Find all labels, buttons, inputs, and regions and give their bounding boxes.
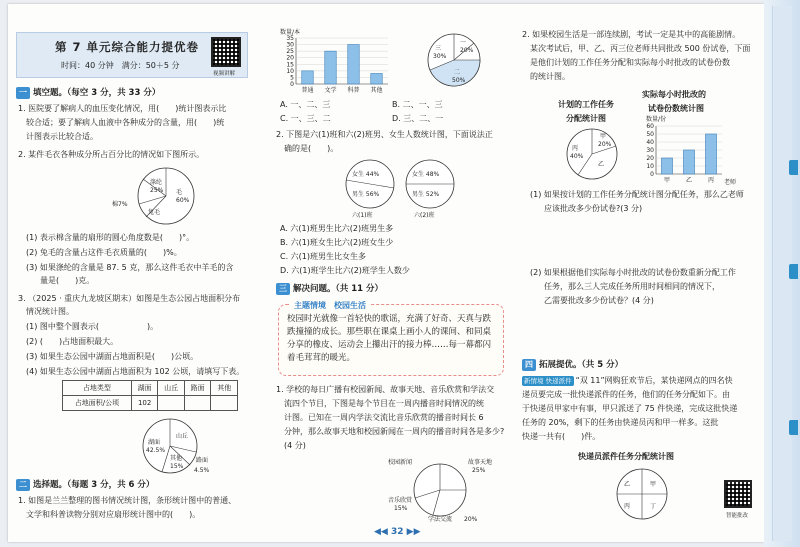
choice2-b[interactable]: B. 六(1)班女生比六(2)班女生少 — [280, 238, 394, 247]
r-q2-line4: 的统计图。 — [530, 72, 570, 81]
table-cell: 路面 — [184, 381, 211, 396]
courier-label-bing: 丙 — [624, 503, 631, 510]
s-q1-line5: (4 分) — [284, 441, 306, 450]
header-banner — [16, 32, 248, 78]
q3-1: (1) 图中整个圆表示( )。 — [26, 322, 159, 331]
park-value-lake: 42.5% — [146, 447, 166, 454]
book-bar-x-tick: 普通 — [301, 87, 314, 94]
plan-label-bing: 丙 — [572, 145, 579, 152]
qr-label-grading: 智能批改 — [726, 513, 749, 519]
choice1-b[interactable]: B. 二、一、三 — [392, 100, 443, 109]
actual-bar-y-tick: 30 — [646, 147, 654, 154]
page-title: 第 7 单元综合能力提优卷 — [55, 40, 200, 54]
q3-3: (3) 如果生态公园中湖面占地面积是( )公顷。 — [26, 352, 199, 361]
courier-label-yi: 乙 — [624, 481, 631, 488]
c-q1-line1: 1. 如图是兰兰整理的图书情况统计图，条形统计图中的普通、 — [18, 496, 237, 505]
park-value-other: 15% — [170, 463, 184, 470]
q2-2: (2) 兔毛的含量占这件毛衣质量的( )%。 — [26, 248, 182, 257]
book-bar-x-tick: 其他 — [370, 87, 383, 94]
courier-label-jia: 甲 — [650, 481, 657, 488]
answer-cell[interactable] — [211, 396, 238, 411]
section-badge-icon: 一 — [16, 87, 30, 99]
actual-bar-bar — [706, 134, 717, 174]
q3-4: (4) 如果生态公园中湖面占地面积为 102 公顷，请填写下表。 — [26, 367, 245, 376]
pie-label-polyester: 涤纶 — [150, 179, 163, 186]
s-q1-line3: 计图。已知在一周内学法交流比音乐欣赏的播音时间长 6 — [284, 413, 484, 422]
actual-bar-ylabel: 数量/份 — [646, 116, 667, 123]
q3-line2: 情况统计图。 — [26, 307, 74, 316]
book-pie-label-2: 二 — [454, 69, 461, 76]
qr-label: 视频讲解 — [213, 71, 236, 77]
answer-cell[interactable] — [184, 396, 211, 411]
edge-tab[interactable] — [789, 264, 798, 279]
book-pie-label-1: 一 — [460, 39, 467, 46]
section-fill-heading — [16, 86, 160, 100]
section-extend-title: 拓展提优。（共 5 分） — [539, 360, 624, 370]
plan-value-bing: 40% — [570, 153, 584, 160]
e-line4: 任务的 20%，剩下的任务由快递员丙和甲一样多。这批 — [522, 418, 719, 427]
radio-label-story: 故事天地 — [468, 459, 493, 466]
q1-line2: 较合适；要了解病人血液中各种成分的含量，用( )统 — [26, 118, 225, 127]
book-bar-y-tick: 15 — [286, 61, 294, 69]
edge-tab[interactable] — [789, 420, 798, 435]
r-q2-line2: 某次考试后，甲、乙、丙三位老师共同批改 500 份试卷，下面 — [530, 44, 751, 53]
book-bar-y-tick: 5 — [290, 74, 294, 82]
actual-bar-y-tick: 60 — [646, 123, 654, 130]
q2-line: 2. 某件毛衣各种成分所占百分比的情况如下图所示。 — [18, 150, 205, 159]
courier-label-ding: 丁 — [650, 503, 657, 510]
radio-pie-chart — [372, 454, 508, 522]
e-line2: 递员要完成一批快递派件的任务，他们的任务分配如下。由 — [522, 390, 730, 399]
park-label-other: 其他 — [170, 455, 183, 462]
qr-code-icon[interactable] — [724, 480, 752, 508]
pie-label-rabbit: 兔毛 — [148, 209, 161, 216]
table-cell: 山丘 — [158, 381, 185, 396]
book-pie-value-20: 20% — [460, 47, 474, 54]
choice1-c[interactable]: C. 一、三、二 — [280, 114, 331, 123]
actual-chart-title1: 实际每小时批改的 — [642, 90, 706, 99]
edge-tab[interactable] — [789, 160, 798, 175]
choice2-d[interactable]: D. 六(1)班学生比六(2)班学生人数少 — [280, 266, 410, 275]
book-bar-y-tick: 35 — [286, 35, 294, 42]
pie-label-cotton: 棉7% — [112, 201, 128, 208]
actual-bar-y-tick: 0 — [650, 171, 654, 178]
column-right — [518, 4, 764, 542]
s-q1-line2: 流四个节目，下图是每个节目在一周内播音时间情况的统 — [284, 399, 484, 408]
c-q1-line2: 文学和科普读物分别对应扇形统计图中的( )。 — [26, 510, 201, 519]
actual-bar-xlabel: 老师 — [724, 179, 737, 186]
courier-pie-chart — [608, 466, 678, 522]
q1-line3: 计图表示比较合适。 — [26, 132, 98, 141]
choice1-a[interactable]: A. 一、二、三 — [280, 100, 331, 109]
book-pie-label-3: 三 — [435, 45, 442, 52]
r-q2-2-line1: (2) 如果根据他们实际每小时批改的试卷份数重新分配工作 — [530, 268, 736, 277]
actual-bar-x-tick: 乙 — [685, 177, 693, 184]
actual-bar-y-tick: 10 — [646, 163, 654, 170]
section-extend-heading — [522, 358, 623, 372]
plan-value-jia: 20% — [598, 141, 612, 148]
q2-3-line2: 量是( )克。 — [40, 276, 95, 285]
actual-bar-chart — [630, 114, 750, 186]
plan-pie-chart — [558, 126, 628, 184]
section-choice-heading — [16, 478, 154, 492]
page-number: ◀◀ 32 ▶▶ — [374, 527, 421, 537]
table-row — [63, 396, 238, 411]
table-row — [63, 381, 238, 396]
column-left — [10, 4, 256, 542]
park-label-hill: 山丘 — [176, 433, 189, 440]
book-pie-value-50: 50% — [452, 77, 466, 84]
radio-label-news: 校园新闻 — [388, 459, 413, 466]
plan-label-jia: 甲 — [600, 133, 607, 140]
plan-chart-title1: 计划的工作任务 — [558, 100, 614, 109]
actual-bar-x-tick: 丙 — [707, 177, 715, 184]
page-number-text: 32 — [390, 527, 404, 537]
section-fill-title: 填空题。（每空 3 分，共 33 分） — [33, 88, 161, 98]
class1-caption: 六(1)班 — [352, 212, 373, 219]
table-cell: 占地面积/公顷 — [63, 396, 132, 411]
r-q2-1-line2: 应该批改多少份试卷?(3 分) — [544, 204, 643, 213]
radio-label-law: 学法交流 — [428, 516, 453, 522]
actual-bar-bar — [684, 150, 695, 174]
page-edge — [764, 0, 800, 547]
class2-boys: 男生 52% — [412, 191, 440, 198]
choice2-c[interactable]: C. 六(1)班男生比女生多 — [280, 252, 367, 261]
scene-text: 校园时光就像一首轻快的歌谣，充满了好奇、天真与跌跌撞撞的成长。那些职在课桌上画小人的课间、和同桌分享的橡皮、运动会上攥出汗的接力棒……每一幕都闪着毛茸茸的暖光。 — [287, 314, 492, 363]
qr-code-icon[interactable] — [211, 37, 241, 67]
section-choice-title: 选择题。（每题 3 分，共 6 分） — [33, 480, 155, 490]
park-value-road: 4.5% — [194, 467, 210, 474]
e-line1-text: “双 11”网购狂欢节后，某快递网点的四名快 — [575, 376, 733, 385]
book-bar-ylabel: 数量/本 — [280, 29, 301, 36]
actual-bar-y-tick: 40 — [646, 139, 654, 146]
actual-bar-x-tick: 甲 — [663, 177, 671, 184]
e-line3: 于快递员甲家中有事，甲只派送了 75 件快递，完成这批快递 — [522, 404, 738, 413]
table-cell: 其他 — [211, 381, 238, 396]
park-pie-chart — [130, 416, 220, 478]
s-q1-line4: 分钟，那么故事天地和校园新闻在一周内的播音时间各是多少? — [284, 427, 505, 436]
book-bar-x-tick: 科普 — [347, 87, 360, 94]
class1-boys: 男生 56% — [352, 191, 380, 198]
class2-girls: 女生 48% — [412, 171, 440, 178]
e-line5: 快递一共有( )件。 — [522, 432, 601, 441]
sweater-pie-chart — [110, 164, 220, 228]
choice2-a[interactable]: A. 六(1)班男生比六(2)班男生多 — [280, 224, 394, 233]
area-table — [62, 380, 238, 411]
table-cell: 湖面 — [131, 381, 158, 396]
book-bar-y-tick: 20 — [286, 54, 294, 62]
answer-cell[interactable] — [158, 396, 185, 411]
section-badge-icon: 四 — [522, 359, 536, 371]
book-bar-y-tick: 10 — [286, 67, 294, 75]
park-label-road: 路面 — [196, 457, 209, 464]
q2-3-line1: (3) 如果涤纶的含量是 87. 5 克，那么这件毛衣中羊毛的含 — [26, 263, 234, 272]
q1-line1: 1. 医院要了解病人的血压变化情况，用( )统计图表示比 — [18, 104, 227, 113]
actual-bar-y-tick: 50 — [646, 131, 654, 138]
book-bar-y-tick: 30 — [286, 41, 294, 49]
column-middle-lower — [272, 4, 510, 542]
e-line1 — [522, 376, 733, 386]
r-q2-2-line2: 任务，那么三人完成任务所用时间相同的情况下， — [544, 282, 720, 291]
radio-value-music: 15% — [394, 505, 408, 512]
radio-value-law: 20% — [464, 516, 478, 522]
actual-bar-bar — [662, 158, 673, 174]
section-badge-icon: 二 — [16, 479, 30, 491]
book-pie-value-30: 30% — [433, 53, 447, 60]
section-solve-title: 解决问题。（共 11 分） — [293, 284, 383, 294]
r-q2-1-line1: (1) 如果按计划的工作任务分配统计图分配任务，那么乙老师 — [530, 190, 744, 199]
radio-value-story: 25% — [472, 467, 486, 474]
pie-label-wool: 毛 — [176, 189, 183, 196]
table-cell: 占地类型 — [63, 381, 132, 396]
r-q2-line1: 2. 如果校园生活是一部连续剧，考试一定是其中的高能剧情。 — [522, 30, 741, 39]
r-q2-2-line3: 乙需要批改多少份试卷？(4 分) — [544, 296, 654, 305]
worksheet-page — [8, 4, 764, 542]
book-bar-y-tick: 0 — [290, 81, 294, 88]
q2-1: (1) 表示棉含量的扇形的圆心角度数是( )°。 — [26, 233, 195, 242]
c-q2-line2: 确的是( )。 — [284, 144, 339, 153]
actual-chart-title2: 试卷份数统计图 — [648, 104, 704, 113]
book-bar-y-tick: 25 — [286, 48, 294, 56]
plan-label-yi: 乙 — [598, 161, 605, 168]
s-q1-line1: 1. 学校的每日广播有校园新闻、故事天地、音乐欣赏和学法交 — [276, 385, 495, 394]
r-q2-line3: 是他们计划的工作任务分配和实际每小时批改的试卷份数 — [530, 58, 730, 67]
class1-girls: 女生 44% — [352, 171, 380, 178]
class2-caption: 六(2)班 — [414, 212, 435, 219]
q3-line1: 3. （2025 · 重庆九龙坡区期末）如图是生态公园占地面积分布 — [18, 294, 241, 303]
c-q2-line1: 2. 下图是六(1)班和六(2)班男、女生人数统计图，下面说法正 — [276, 130, 493, 139]
park-label-lake: 湖面 — [148, 439, 161, 446]
plan-chart-title2: 分配统计图 — [566, 114, 606, 123]
actual-bar-y-tick: 20 — [646, 155, 654, 162]
q3-2: (2) ( )占地面积最大。 — [26, 337, 119, 346]
pie-value-polyester: 25% — [150, 187, 164, 194]
scene-label: 主题情境 校园生活 — [291, 300, 369, 311]
scene-tag: 新情境 快递派件 — [524, 377, 572, 385]
book-bar-x-tick: 文学 — [324, 87, 337, 94]
choice1-d[interactable]: D. 三、二、一 — [392, 114, 444, 123]
exam-meta: 时间：40 分钟 满分：50＋5 分 — [61, 61, 180, 70]
pie-value-wool: 60% — [176, 197, 190, 204]
radio-label-music: 音乐欣赏 — [388, 497, 413, 504]
table-cell: 102 — [131, 396, 158, 411]
section-badge-icon: 三 — [276, 283, 290, 295]
courier-chart-title: 快递员派件任务分配统计图 — [578, 452, 674, 461]
